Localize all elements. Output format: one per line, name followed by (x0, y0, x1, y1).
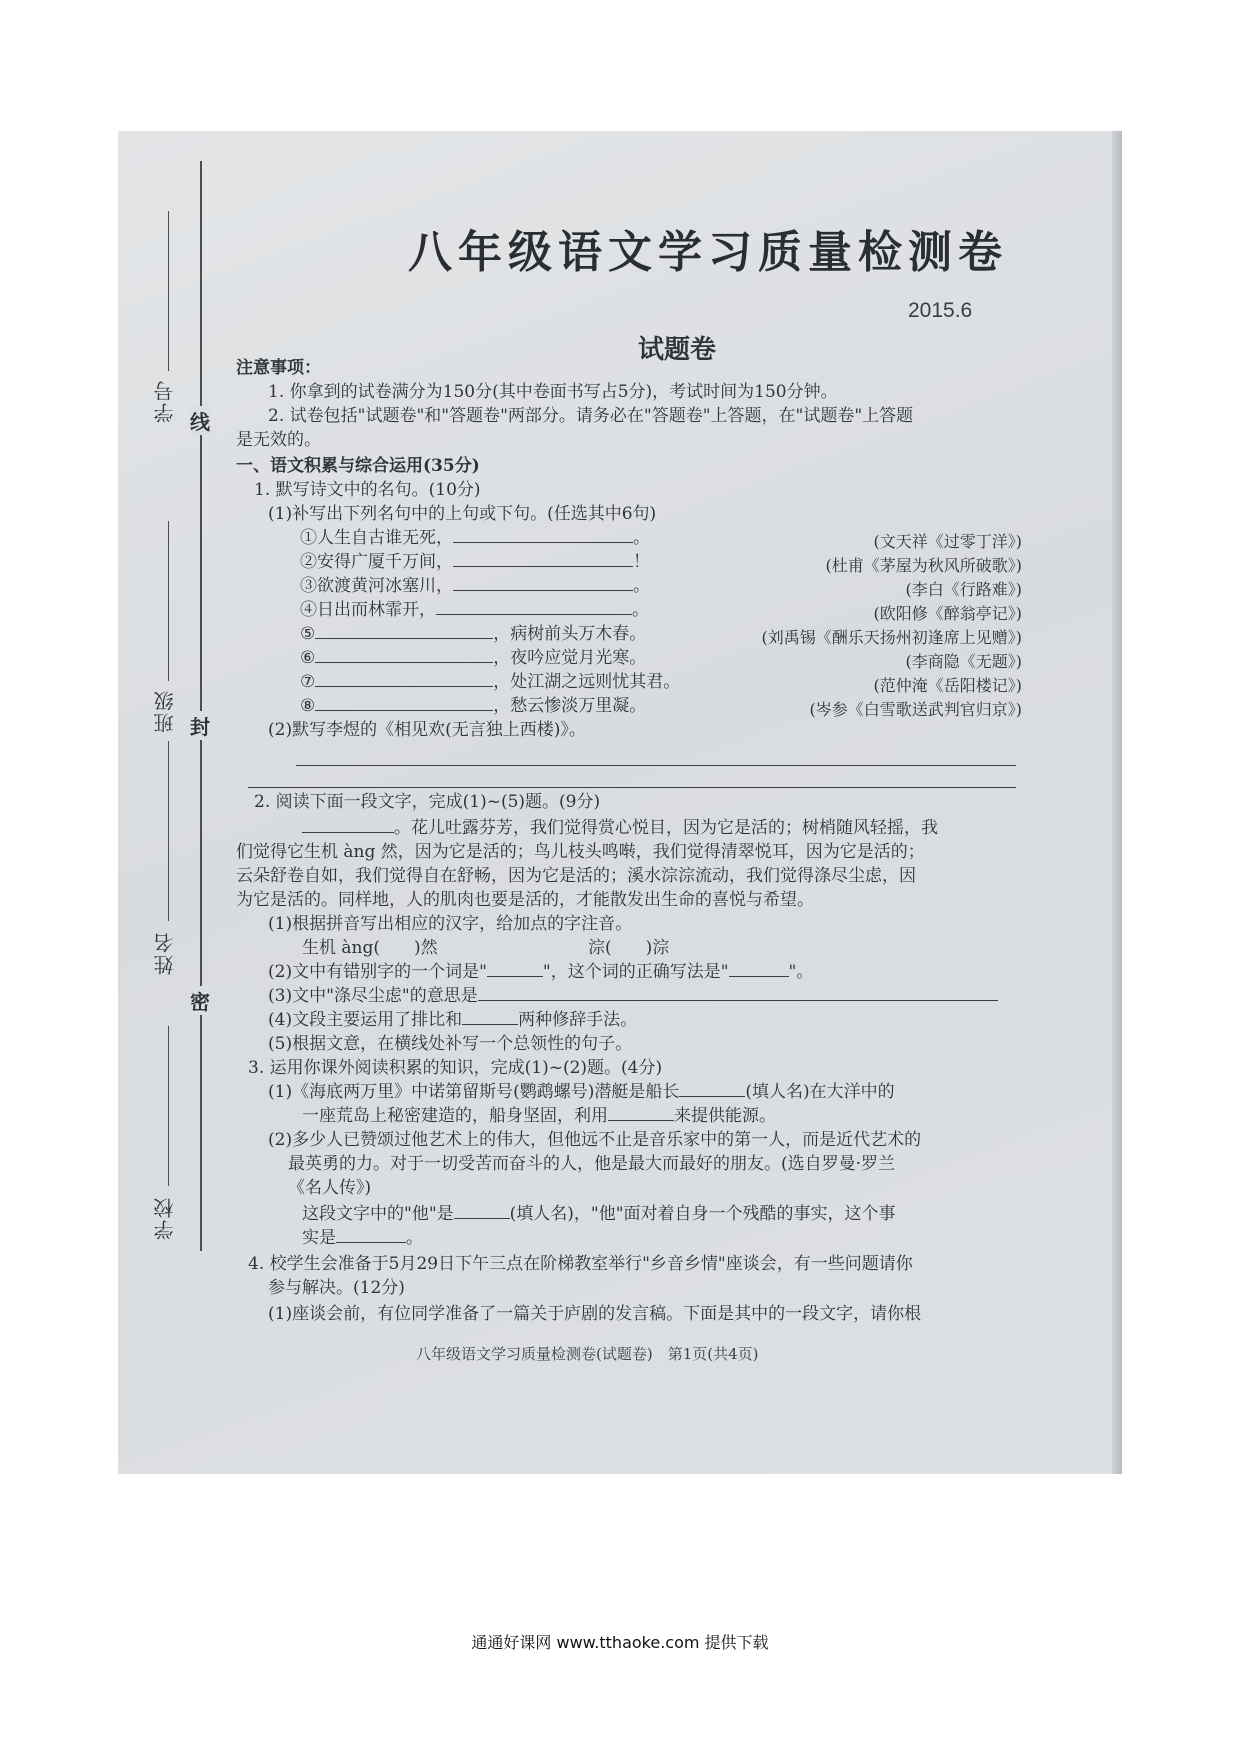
note-1: 1. 你拿到的试卷满分为150分(其中卷面书写占5分)，考试时间为150分钟。 (268, 382, 838, 402)
note-2: 2. 试卷包括"试题卷"和"答题卷"两部分。请务必在"答题卷"上答题，在"试题卷"上答题 (268, 406, 914, 426)
question-4-cont: 参与解决。(12分) (268, 1278, 405, 1298)
notes-heading: 注意事项： (236, 358, 321, 378)
poem-source-8: (岑参《白雪歌送武判官归京》) (809, 700, 1022, 719)
question-3-2-line-3: 《名人传》) (288, 1178, 372, 1198)
question-1-1: (1)补写出下列名句中的上句或下句。(任选其中6句) (268, 504, 657, 524)
exam-photo (118, 131, 1122, 1474)
poem-line-6: ⑥ ，夜吟应觉月光寒。 (300, 648, 647, 668)
answer-blank[interactable] (315, 648, 493, 663)
name-label: 姓名 (153, 931, 177, 975)
passage-line-2: 们觉得它生机 àng 然，因为它是活的；鸟儿枝头鸣啭，我们觉得清翠悦耳，因为它是活的； (236, 842, 925, 862)
answer-blank[interactable] (454, 1204, 510, 1219)
answer-blank[interactable] (336, 1228, 406, 1243)
poem-source-1: (文天祥《过零丁洋》) (873, 532, 1022, 551)
answer-blank[interactable] (315, 624, 493, 639)
name-field (168, 741, 169, 921)
question-2-2: (2)文中有错别字的一个词是" "，这个词的正确写法是" "。 (268, 962, 814, 982)
exam-title: 八年级语文学习质量检测卷 (408, 227, 1008, 278)
class-field (168, 521, 169, 681)
question-2-1a: 生机 àng( )然 (302, 938, 438, 958)
question-3-1: (1)《海底两万里》中诺第留斯号(鹦鹉螺号)潜艇是船长 (填人名)在大洋中的 (268, 1082, 895, 1102)
poem-line-8: ⑧ ，愁云惨淡万里凝。 (300, 696, 647, 716)
question-2-5: (5)根据文意，在横线处补写一个总领性的句子。 (268, 1034, 633, 1054)
seal-mark-line: 线 (190, 406, 210, 435)
question-3-2: (2)多少人已赞颂过他艺术上的伟大，但他远不止是音乐家中的第一人，而是近代艺术的 (268, 1130, 922, 1150)
question-4-1: (1)座谈会前，有位同学准备了一篇关于庐剧的发言稿。下面是其中的一段文字，请你根 (268, 1304, 922, 1324)
question-3-2-fact: 实是 。 (302, 1228, 423, 1248)
question-3: 3. 运用你课外阅读积累的知识，完成(1)~(2)题。(4分) (248, 1058, 663, 1078)
poem-line-2: ②安得广厦千万间， ！ (300, 552, 650, 572)
answer-line[interactable] (248, 787, 1016, 788)
exam-subtitle: 试题卷 (638, 335, 717, 365)
section-1-heading: 一、语文积累与综合运用(35分) (236, 456, 480, 476)
answer-blank[interactable] (453, 528, 633, 543)
poem-source-5: (刘禹锡《酬乐天扬州初逢席上见赠》) (761, 628, 1022, 647)
question-2-3: (3)文中"涤尽尘虑"的意思是 (268, 985, 998, 1007)
passage-line-4: 为它是活的。同样地，人的肌肉也要是活的，才能散发出生命的喜悦与希望。 (236, 890, 814, 910)
seal-mark-secret: 密 (190, 986, 210, 1015)
answer-blank[interactable] (453, 552, 633, 567)
question-4: 4. 校学生会准备于5月29日下午三点在阶梯教室举行"乡音乡情"座谈会，有一些问题请你 (248, 1254, 913, 1274)
poem-line-7: ⑦ ，处江湖之远则忧其君。 (300, 672, 681, 692)
download-footer: 通通好课网 www.tthaoke.com 提供下载 (471, 1633, 769, 1652)
answer-blank[interactable] (315, 672, 493, 687)
answer-blank[interactable] (487, 962, 543, 977)
school-field (168, 1026, 169, 1186)
poem-line-4: ④日出而林霏开， 。 (300, 600, 649, 620)
poem-line-1: ①人生自古谁无死， 。 (300, 528, 650, 548)
question-3-2-prompt: 这段文字中的"他"是 (填人名)，"他"面对着自身一个残酷的事实，这个事 (302, 1204, 896, 1224)
poem-source-6: (李商隐《无题》) (905, 652, 1022, 671)
answer-blank[interactable] (462, 1010, 518, 1025)
question-2-1b: 淙( )淙 (588, 938, 670, 958)
poem-source-2: (杜甫《茅屋为秋风所破歌》) (825, 556, 1022, 575)
student-id-field (168, 211, 169, 371)
question-3-1-cont: 一座荒岛上秘密建造的，船身坚固，利用 来提供能源。 (302, 1106, 776, 1126)
poem-source-4: (欧阳修《醉翁亭记》) (873, 604, 1022, 623)
passage-line-3: 云朵舒卷自如，我们觉得自在舒畅，因为它是活的；溪水淙淙流动，我们觉得涤尽尘虑，因 (236, 866, 916, 886)
poem-source-3: (李白《行路难》) (905, 580, 1022, 599)
page-edge (1112, 131, 1122, 1474)
answer-blank[interactable] (315, 696, 493, 711)
question-2-1: (1)根据拼音写出相应的汉字，给加点的字注音。 (268, 914, 633, 934)
answer-line[interactable] (296, 765, 1016, 766)
question-2: 2. 阅读下面一段文字，完成(1)~(5)题。(9分) (254, 792, 601, 812)
answer-blank[interactable] (436, 600, 632, 615)
seal-mark-seal: 封 (190, 711, 210, 740)
binding-line (200, 161, 202, 1251)
poem-line-5: ⑤ ，病树前头万木春。 (300, 624, 647, 644)
answer-blank[interactable] (453, 576, 633, 591)
student-id-label: 学号 (153, 379, 177, 423)
answer-blank[interactable] (608, 1106, 674, 1121)
answer-blank[interactable] (729, 962, 789, 977)
poem-line-3: ③欲渡黄河冰塞川， 。 (300, 576, 650, 596)
answer-blank[interactable] (478, 986, 998, 1001)
poem-source-7: (范仲淹《岳阳楼记》) (873, 676, 1022, 695)
answer-blank[interactable] (679, 1082, 745, 1097)
page-footer: 八年级语文学习质量检测卷(试题卷) 第1页(共4页) (416, 1345, 759, 1363)
school-label: 学校 (153, 1196, 177, 1240)
note-2-cont: 是无效的。 (236, 430, 321, 450)
answer-blank[interactable] (302, 818, 394, 833)
question-1-2: (2)默写李煜的《相见欢(无言独上西楼)》。 (268, 720, 586, 740)
class-label: 班级 (153, 689, 177, 733)
passage-line-1: 。花儿吐露芬芳，我们觉得赏心悦目，因为它是活的；树梢随风轻摇，我 (302, 817, 938, 839)
question-3-2-line-2: 最英勇的力。对于一切受苦而奋斗的人，他是最大而最好的朋友。(选自罗曼·罗兰 (288, 1154, 896, 1174)
question-2-4: (4)文段主要运用了排比和 两种修辞手法。 (268, 1010, 638, 1030)
question-1: 1. 默写诗文中的名句。(10分) (254, 480, 481, 500)
exam-date: 2015.6 (908, 299, 973, 322)
